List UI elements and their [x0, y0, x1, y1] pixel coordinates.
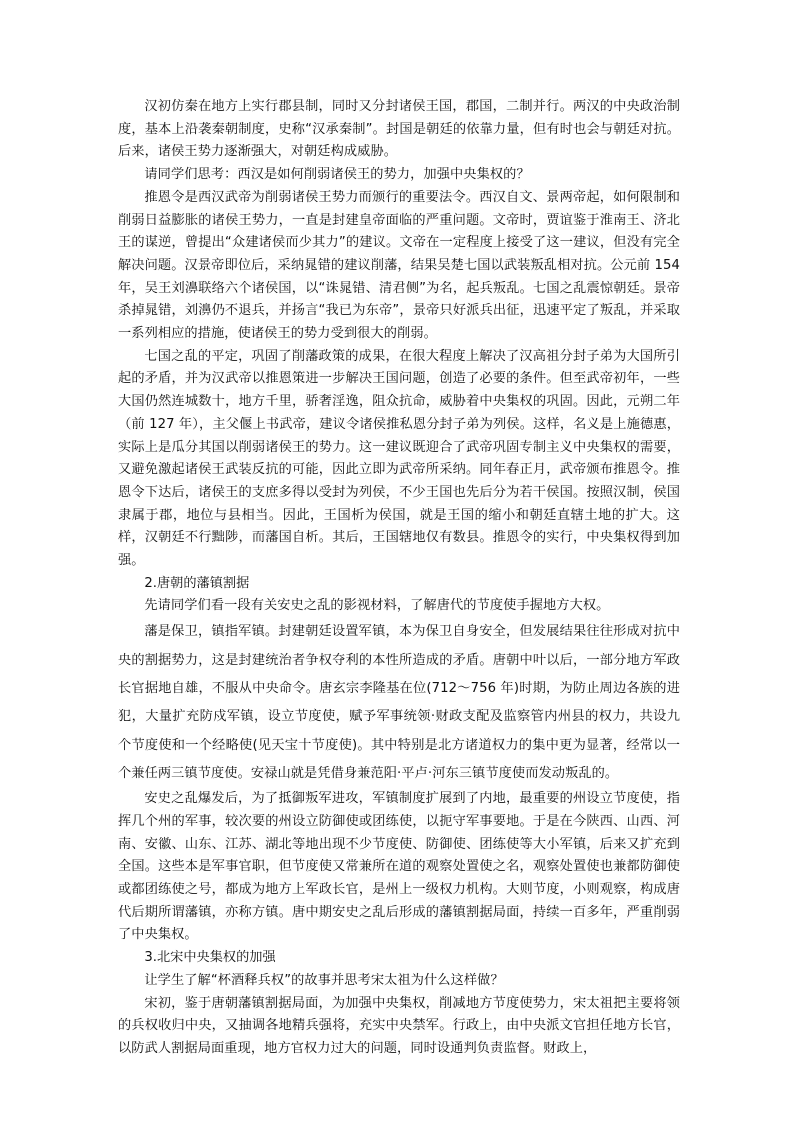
paragraph-anshi-intro: 先请同学们看一段有关安史之乱的影视材料，了解唐代的节度使手握地方大权。	[144, 598, 610, 614]
paragraph-after-anshi: 安史之乱爆发后，为了抵御叛军进攻，军镇制度扩展到了内地，最重要的州设立节度使，指挥几个州的军事，较次要的州设立防御使或团练使，以扼守军事要地。于是在今陕西、山西、河南、安徽、山东、江苏、湖北等地出现不少节度使、防御使、团练使等大小军镇，后来又扩充到全国。这些本是军事官职，但节度使又常兼所在道的观察处置使之名，观察处置使也兼都防御使或都团练使之号，都成为地方上军政长官，是州上一级权力机构。大则节度，小则观察，构成唐代后期所谓藩镇，亦称方镇。唐中期安史之乱后形成的藩镇割据局面，持续一百多年，严重削弱了中央集权。	[118, 791, 680, 943]
paragraph-song-reforms: 宋初，鉴于唐朝藩镇割据局面，为加强中央集权，削减地方节度使势力，宋太祖把主要将领的兵权收归中央，又抽调各地精兵强将，充实中央禁军。行政上，由中央派文官担任地方长官，以防武人割据局面重现，地方官权力过大的问题，同时设通判负责监督。财政上，	[118, 995, 680, 1056]
paragraph-fanzhen-block	[118, 618, 680, 788]
paragraph-fanzhen: 藩是保卫，镇指军镇。封建朝廷设置军镇，本为保卫自身安全，但发展结果往往形成对抗中央的割据势力，这是封建统治者争权夺利的本性所造成的矛盾。唐朝中叶以后，一部分地方军政长官据地自雄，不服从中央命令。唐玄宗李隆基在位(712～756 年)时期，为防止周边各族的进犯，大量扩充防戍军镇，设立节度使，赋予军事统领·财政支配及监察管内州县的权力，共设九个节度使和一个经略使(见天宝十节度使)。其中特别是北方诸道权力的集中更为显著，经常以一个兼任两三镇节度使。安禄山就是凭借身兼范阳·平卢·河东三镇节度使而发动叛乱的。	[118, 624, 680, 781]
question-western-han: 请同学们思考：西汉是如何削弱诸侯王的势力，加强中央集权的？	[144, 167, 530, 183]
question-cup-of-wine: 让学生了解“杯酒释兵权”的故事并思考宋太祖为什么这样做？	[144, 972, 504, 988]
section-heading-song: 3.北宋中央集权的加强	[144, 950, 276, 966]
paragraph-han-system: 汉初仿秦在地方上实行郡县制，同时又分封诸侯王国，郡国，二制并行。两汉的中央政治制度，基本上沿袭秦朝制度，史称“汉承秦制”。封国是朝廷的依靠力量，但有时也会与朝廷对抗。后来，诸侯王势力逐渐强大，对朝廷构成威胁。	[118, 99, 680, 160]
document-page	[118, 96, 680, 1061]
paragraph-tuien-decree: 推恩令是西汉武帝为削弱诸侯王势力而颁行的重要法令。西汉自文、景两帝起，如何限制和削弱日益膨胀的诸侯王势力，一直是封建皇帝面临的严重问题。文帝时，贾谊鉴于淮南王、济北王的谋逆，曾提出“众建诸侯而少其力”的建议。文帝在一定程度上接受了这一建议，但没有完全解决问题。汉景帝即位后，采纳晁错的建议削藩，结果吴楚七国以武装叛乱相对抗。公元前 154 年，吴王刘濞联络六个诸侯国，以“诛晁错、清君侧”为名，起兵叛乱。七国之乱震惊朝廷。景帝杀掉晁错，刘濞仍不退兵，并扬言“我已为东帝”，景帝只好派兵出征，迅速平定了叛乱，并采取一系列相应的措施，使诸侯王的势力受到很大的削弱。	[118, 189, 680, 342]
section-heading-tang: 2.唐朝的藩镇割据	[144, 575, 250, 591]
paragraph-seven-states: 七国之乱的平定，巩固了削藩政策的成果，在很大程度上解决了汉高祖分封子弟为大国所引起的矛盾，并为汉武帝以推恩策进一步解决王国问题，创造了必要的条件。但至武帝初年，一些大国仍然连城数十，地方千里，骄奢淫逸，阻众抗命，威胁着中央集权的巩固。因此，元朔二年（前 127 年），主父偃上书武帝，建议令诸侯推私恩分封子弟为列侯。这样，名义是上施德惠，实际上是瓜分其国以削弱诸侯王的势力。这一建议既迎合了武帝巩固专制主义中央集权的需要，又避免激起诸侯王武装反抗的可能，因此立即为武帝所采纳。同年春正月，武帝颁布推恩令。推恩令下达后，诸侯王的支庶多得以受封为列侯，不少王国也先后分为若干侯国。按照汉制，侯国隶属于郡，地位与县相当。因此，王国析为侯国，就是王国的缩小和朝廷直辖土地的扩大。这样，汉朝廷不行黜陟，而藩国自析。其后，王国辖地仅有数县。推恩令的实行，中央集权得到加强。	[118, 348, 680, 569]
